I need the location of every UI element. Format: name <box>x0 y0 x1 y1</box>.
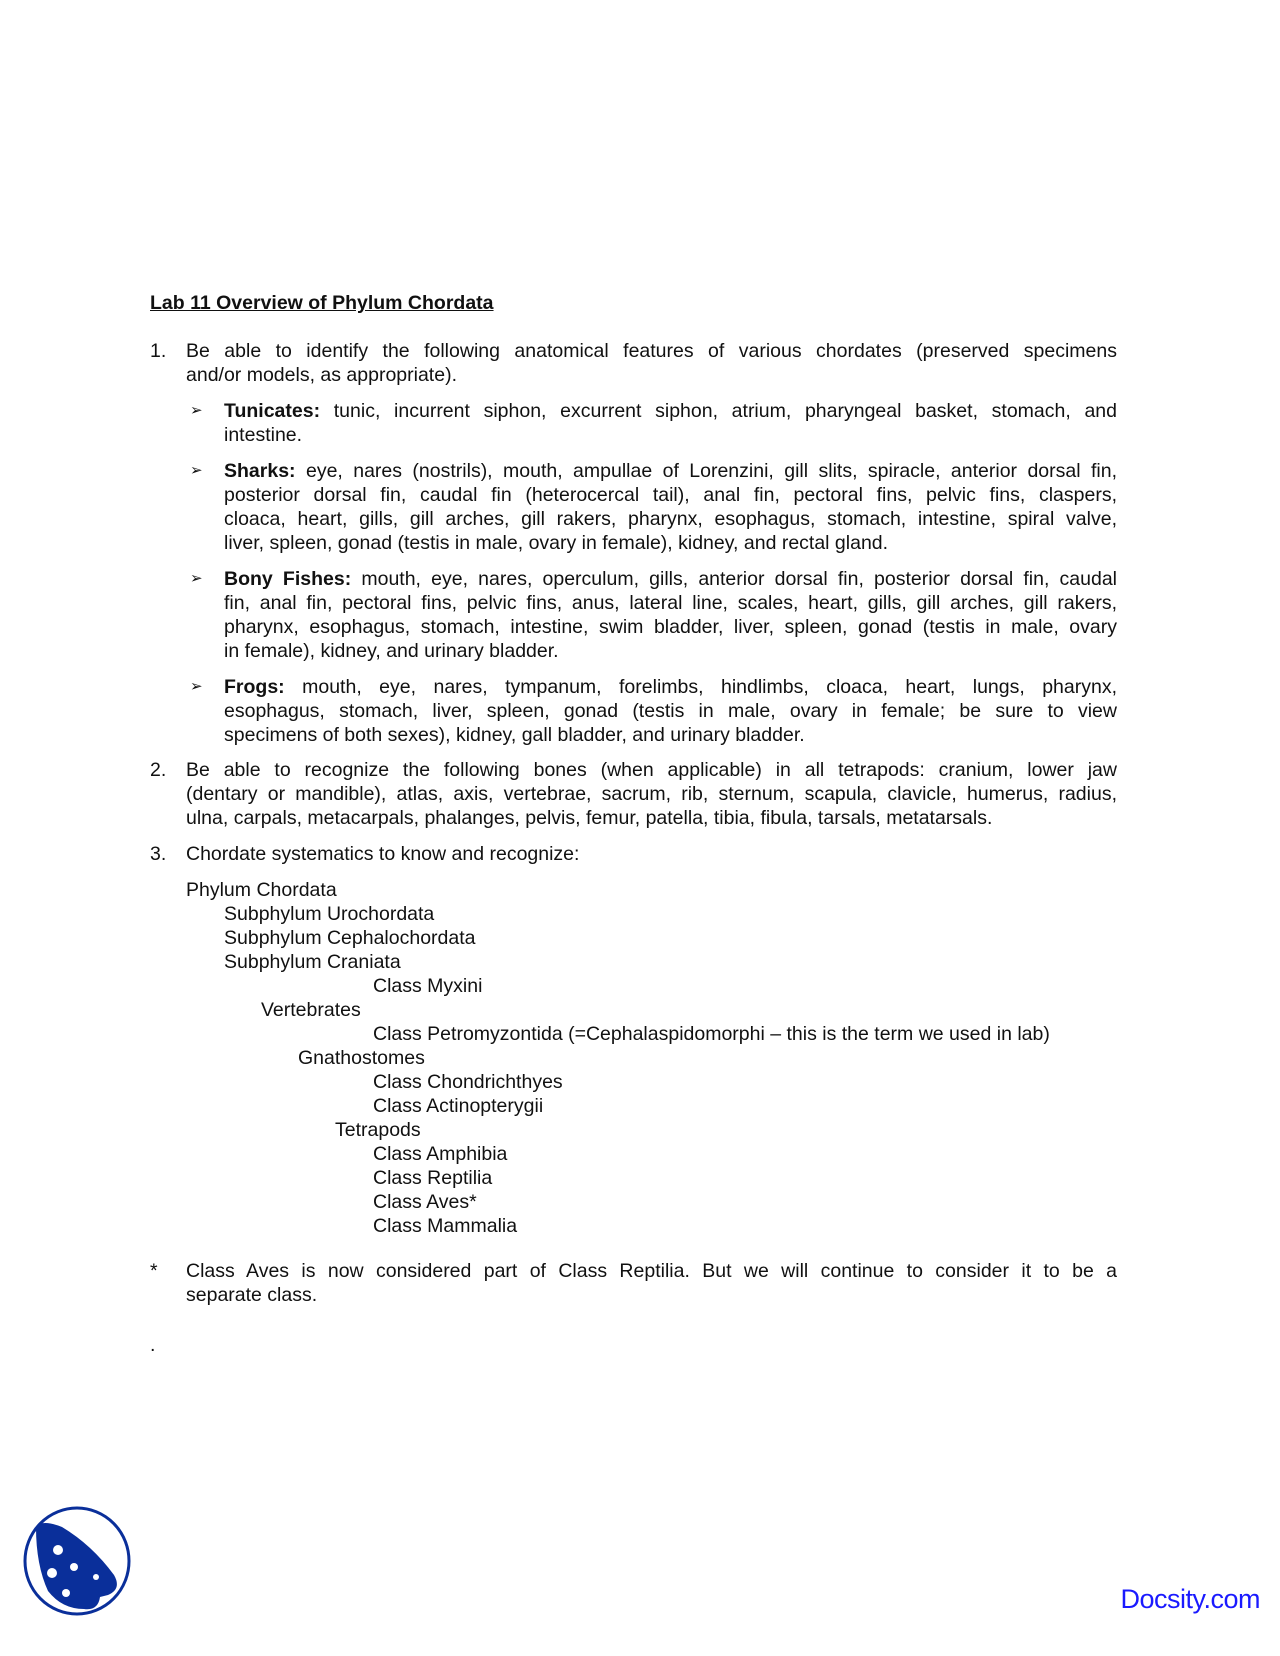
text-line: fin, anal fin, pectoral fins, pelvic fins, anus, lateral line, scales, heart, gills, gill arches, gill rakers, <box>224 592 1117 614</box>
docsity-logo-icon <box>22 1505 132 1617</box>
taxonomy-item: Vertebrates <box>261 999 361 1021</box>
text-line: pharynx, esophagus, stomach, intestine, swim bladder, liver, spleen, gonad (testis in male, ovary <box>224 616 1117 638</box>
text-line: (dentary or mandible), atlas, axis, vertebrae, sacrum, rib, sternum, scapula, clavicle, humerus, radius, <box>186 783 1117 805</box>
bullet-label: Tunicates: <box>224 400 321 422</box>
text-line <box>224 567 1117 591</box>
arrowhead-bullet-icon: ➢ <box>190 570 203 587</box>
text-line: Class Aves is now considered part of Class Reptilia. But we will continue to consider it to be a <box>186 1260 1117 1282</box>
trailing-dot: . <box>150 1334 156 1356</box>
taxonomy-item: Class Myxini <box>373 975 483 997</box>
bullet-label: Bony Fishes: <box>224 568 352 590</box>
text-line: specimens of both sexes), kidney, gall bladder, and urinary bladder. <box>224 724 805 746</box>
bullet-label: Sharks: <box>224 460 296 482</box>
taxonomy-item: Class Mammalia <box>373 1215 518 1237</box>
list-number: 1. <box>150 340 167 362</box>
taxonomy-item: Class Petromyzontida (=Cephalaspidomorphi – this is the term we used in lab) <box>373 1023 1050 1045</box>
list-item-text <box>186 339 1117 387</box>
taxonomy-item: Class Actinopterygii <box>373 1095 544 1117</box>
text-line <box>224 675 1117 699</box>
list-item-text <box>186 758 1117 830</box>
text-line: in female), kidney, and urinary bladder. <box>224 640 559 662</box>
list-item-text <box>186 842 1117 866</box>
text-line <box>224 399 1117 423</box>
bullet-label: Frogs: <box>224 676 285 698</box>
arrowhead-bullet-icon: ➢ <box>190 678 203 695</box>
bullet-text: mouth, eye, nares, operculum, gills, anterior dorsal fin, posterior dorsal fin, caudal <box>361 568 1117 590</box>
docsity-link[interactable]: Docsity.com <box>1120 1584 1260 1614</box>
taxonomy-item: Subphylum Urochordata <box>224 903 435 925</box>
text-line: esophagus, stomach, liver, spleen, gonad (testis in male, ovary in female; be sure to view <box>224 700 1117 722</box>
taxonomy-item: Phylum Chordata <box>186 879 337 901</box>
text-line: Be able to recognize the following bones (when applicable) in all tetrapods: cranium, lower jaw <box>186 759 1117 781</box>
taxonomy-item: Tetrapods <box>335 1119 421 1141</box>
taxonomy-item: Gnathostomes <box>298 1047 425 1069</box>
arrowhead-bullet-icon: ➢ <box>190 462 203 479</box>
bullet-text: mouth, eye, nares, tympanum, forelimbs, hindlimbs, cloaca, heart, lungs, pharynx, <box>302 676 1118 698</box>
text-line <box>224 459 1117 483</box>
taxonomy-item: Class Aves* <box>373 1191 477 1213</box>
text-line: ulna, carpals, metacarpals, phalanges, pelvis, femur, patella, tibia, fibula, tarsals, metatarsals. <box>186 807 993 829</box>
bullet-text: tunic, incurrent siphon, excurrent siphon, atrium, pharyngeal basket, stomach, and <box>333 400 1117 422</box>
docsity-logo[interactable] <box>22 1505 132 1617</box>
taxonomy-item: Subphylum Cephalochordata <box>224 927 476 949</box>
text-line: and/or models, as appropriate). <box>186 364 457 386</box>
bullet-item <box>224 459 1117 555</box>
bullet-item <box>224 399 1117 447</box>
text-line: Chordate systematics to know and recognize: <box>186 843 580 865</box>
bullet-item <box>224 675 1117 747</box>
text-line: cloaca, heart, gills, gill arches, gill rakers, pharynx, esophagus, stomach, intestine, spiral valve, <box>224 508 1117 530</box>
text-line: intestine. <box>224 424 303 446</box>
list-number: 2. <box>150 759 167 781</box>
footnote-mark: * <box>150 1260 158 1282</box>
list-number: 3. <box>150 843 167 865</box>
text-line: separate class. <box>186 1284 318 1306</box>
taxonomy-item: Class Chondrichthyes <box>373 1071 563 1093</box>
taxonomy-item: Subphylum Craniata <box>224 951 401 973</box>
footnote-text <box>186 1259 1117 1307</box>
bullet-item <box>224 567 1117 663</box>
text-line: Be able to identify the following anatomical features of various chordates (preserved specimens <box>186 340 1117 362</box>
page-title: Lab 11 Overview of Phylum Chordata <box>150 292 494 314</box>
text-line: posterior dorsal fin, caudal fin (heterocercal tail), anal fin, pectoral fins, pelvic fins, claspers, <box>224 484 1117 506</box>
bullet-text: eye, nares (nostrils), mouth, ampullae of Lorenzini, gill slits, spiracle, anterior dorsal fin, <box>305 460 1117 482</box>
taxonomy-item: Class Amphibia <box>373 1143 508 1165</box>
text-line: liver, spleen, gonad (testis in male, ovary in female), kidney, and rectal gland. <box>224 532 889 554</box>
arrowhead-bullet-icon: ➢ <box>190 402 203 419</box>
taxonomy-item: Class Reptilia <box>373 1167 493 1189</box>
